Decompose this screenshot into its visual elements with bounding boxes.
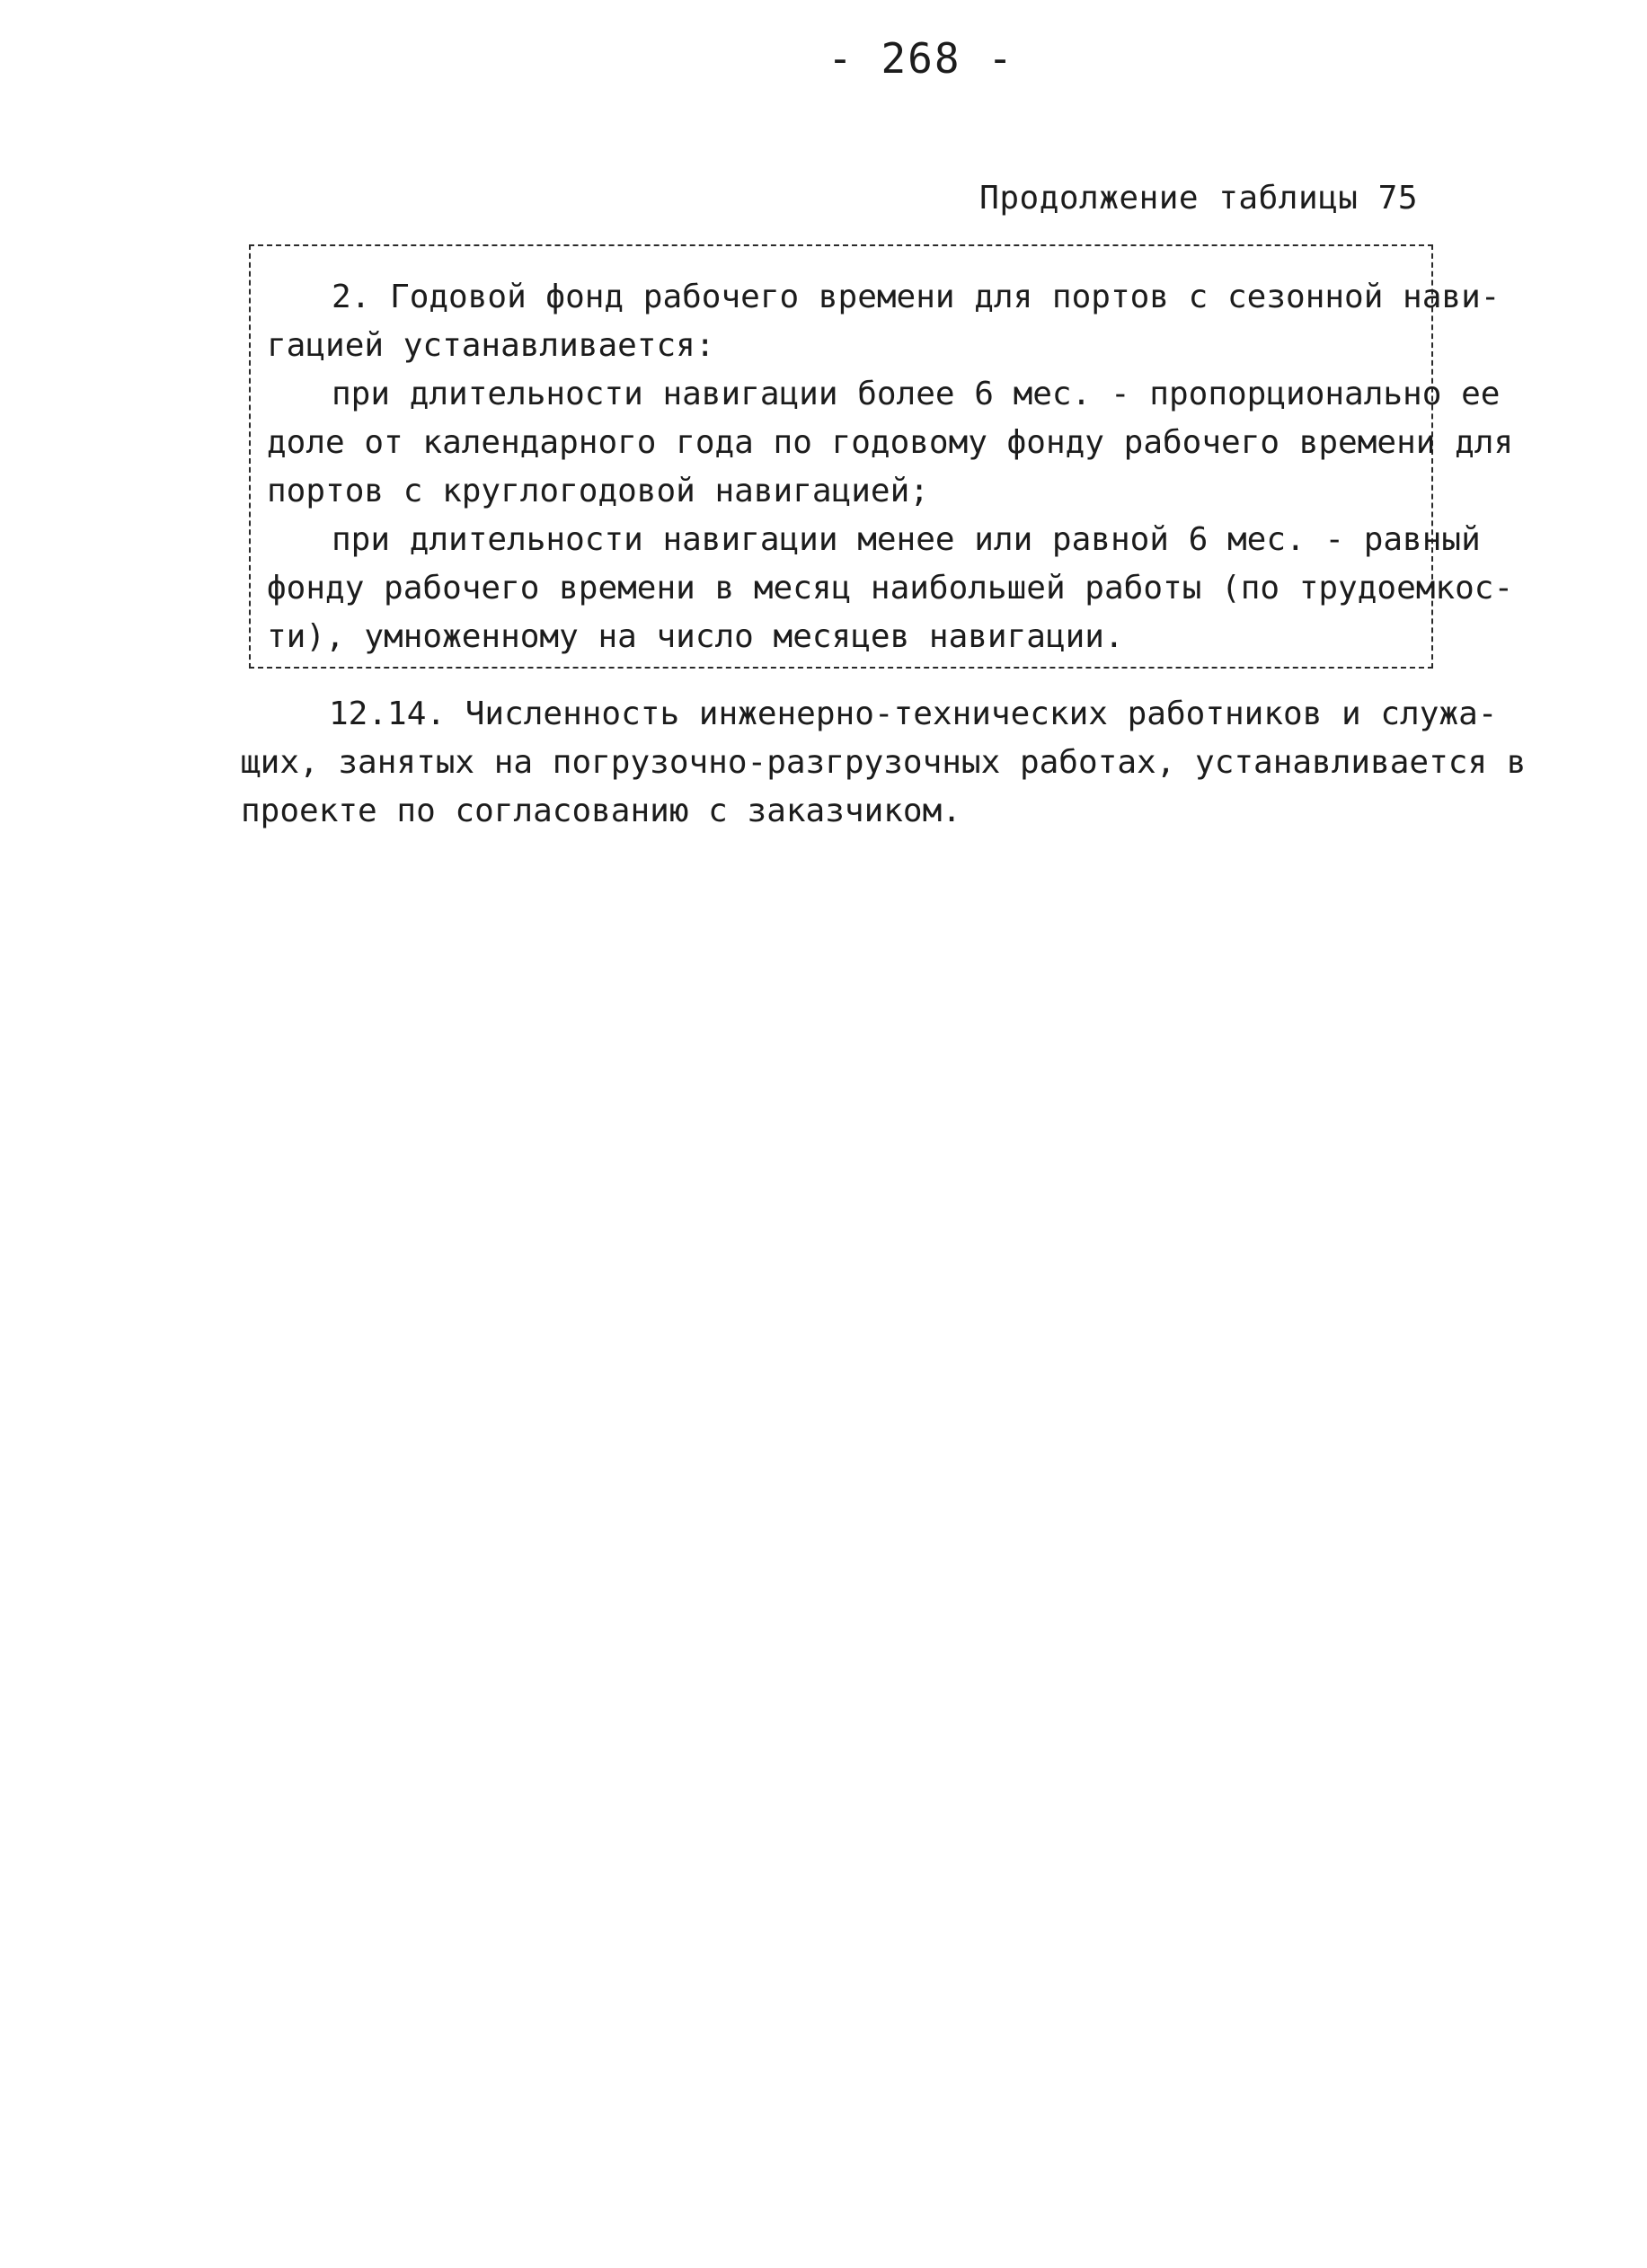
paragraph-line: проекте по согласованию с заказчиком. [241,793,961,829]
table-line: 2. Годовой фонд рабочего времени для портов с сезонной нави- [332,279,1501,315]
table-line: при длительности навигации более 6 мес. - пропорционально ее [332,376,1501,412]
paragraph-line: 12.14. Численность инженерно-технических работников и служа- [329,695,1498,732]
table-text [267,273,1514,661]
table-line: фонду рабочего времени в месяц наибольшей работы (по трудоемкос- [267,570,1514,607]
table-continuation-label: Продолжение таблицы 75 [979,180,1418,217]
table-line: портов с круглогодовой навигацией; [267,473,929,509]
table-line: доле от календарного года по годовому фонду рабочего времени для [267,424,1514,461]
table-line: гацией устанавливается: [267,327,715,364]
table-line: при длительности навигации менее или равной 6 мес. - равный [332,521,1481,558]
table-box [249,244,1514,669]
paragraph-line: щих, занятых на погрузочно-разгрузочных работах, устанавливается в [241,744,1527,781]
paragraph-12-14 [241,690,1527,836]
table-line: ти), умноженному на число месяцев навигации. [267,618,1124,655]
page-number: - 268 - [828,34,1014,83]
